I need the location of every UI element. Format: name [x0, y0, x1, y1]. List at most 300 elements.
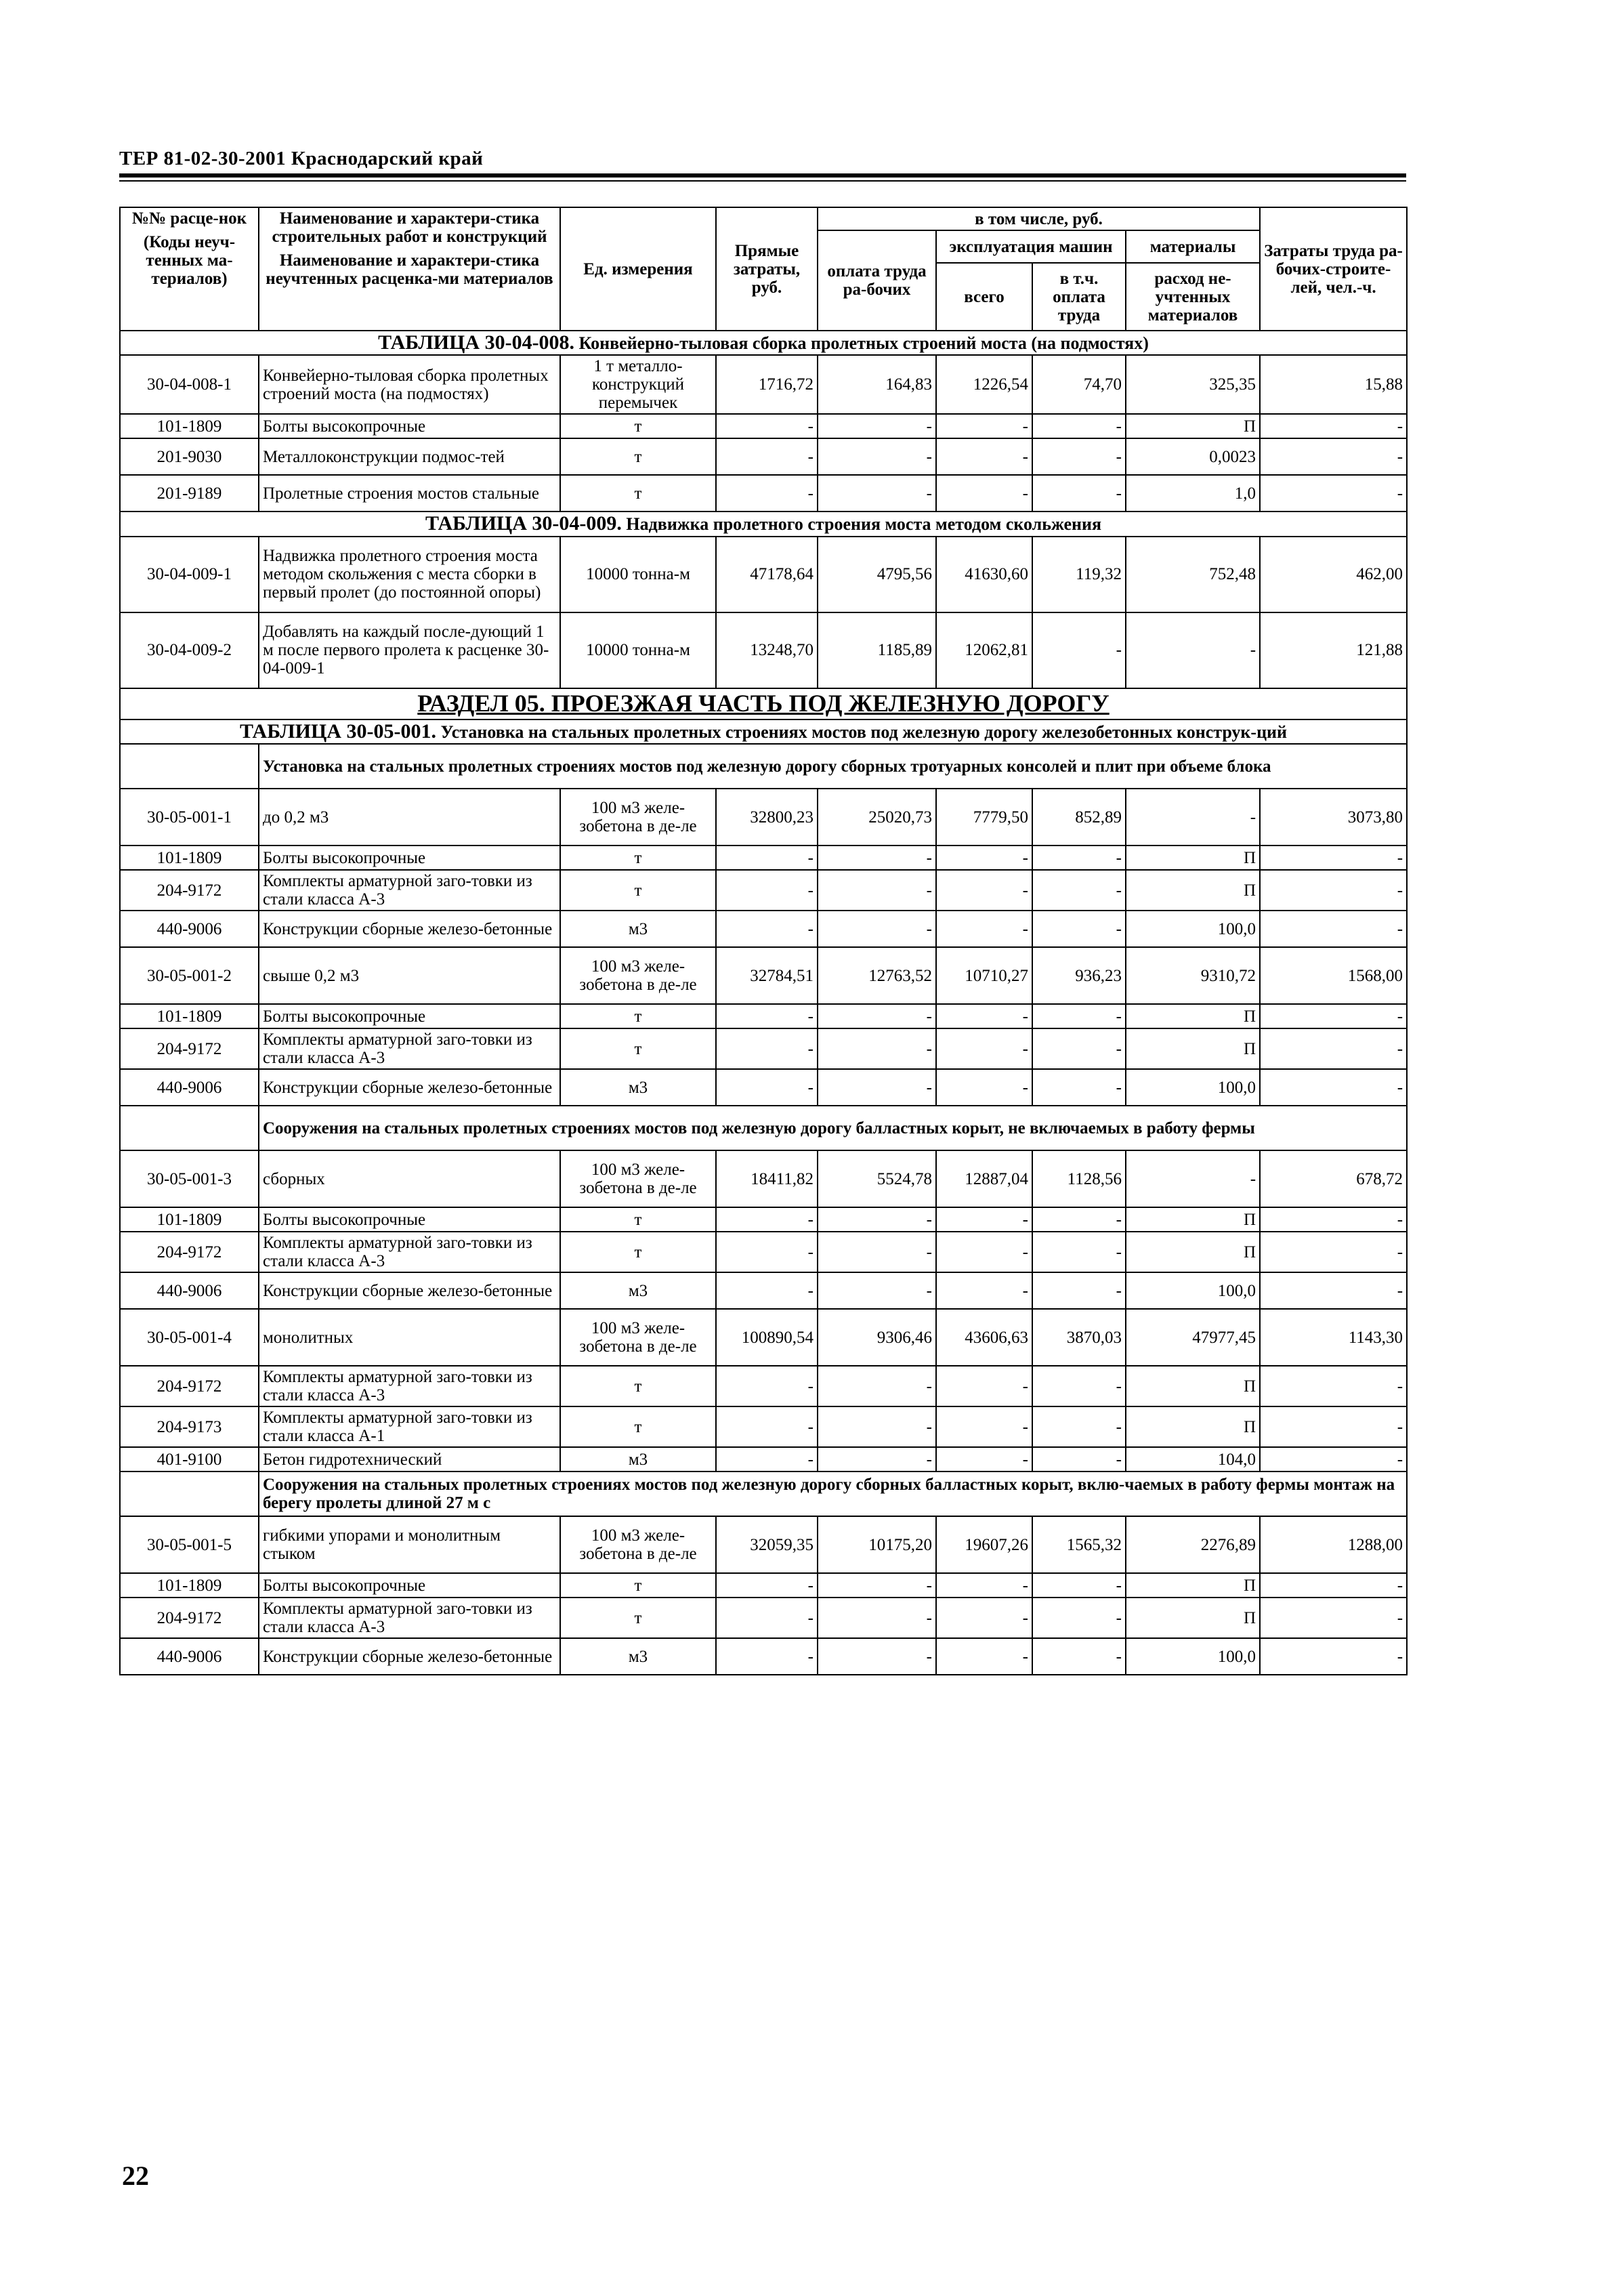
materials-cost: 100,0	[1126, 1638, 1260, 1675]
machines-cost: 19607,26	[936, 1516, 1032, 1573]
table-row	[120, 1069, 1407, 1106]
machines-wages-cost: -	[1032, 870, 1126, 911]
table-row	[120, 1516, 1407, 1573]
rate-name: Комплекты арматурной заго-товки из стали класса А-3	[259, 1366, 560, 1406]
rate-unit: 10000 тонна-м	[560, 612, 716, 688]
wages-cost: -	[818, 1406, 936, 1447]
machines-wages-cost: -	[1032, 1598, 1126, 1638]
machines-wages-cost: -	[1032, 846, 1126, 870]
wages-cost: -	[818, 475, 936, 512]
rate-code: 30-05-001-5	[120, 1516, 259, 1573]
labor-cost: -	[1260, 1232, 1407, 1272]
rate-code: 204-9173	[120, 1406, 259, 1447]
rate-name: Комплекты арматурной заго-товки из стали класса А-3	[259, 1598, 560, 1638]
rate-code: 30-04-009-2	[120, 612, 259, 688]
table-row	[120, 911, 1407, 947]
machines-cost: -	[936, 1004, 1032, 1028]
wages-cost: -	[818, 1069, 936, 1106]
rate-name: Комплекты арматурной заго-товки из стали класса А-1	[259, 1406, 560, 1447]
rate-name: сборных	[259, 1150, 560, 1207]
rate-code: 204-9172	[120, 870, 259, 911]
materials-cost: П	[1126, 1573, 1260, 1598]
wages-cost: -	[818, 1004, 936, 1028]
wages-cost: -	[818, 1207, 936, 1232]
table-row	[120, 1573, 1407, 1598]
machines-wages-cost: -	[1032, 1573, 1126, 1598]
machines-cost: -	[936, 1406, 1032, 1447]
table-row	[120, 537, 1407, 612]
rate-code: 30-04-008-1	[120, 355, 259, 414]
rate-unit: т	[560, 1232, 716, 1272]
machines-wages-cost: 119,32	[1032, 537, 1126, 612]
rate-unit: м3	[560, 1638, 716, 1675]
table-caption-title: Конвейерно-тыловая сборка пролетных строений моста (на подмостях)	[578, 333, 1149, 353]
machines-wages-cost: 1128,56	[1032, 1150, 1126, 1207]
table-row	[120, 414, 1407, 438]
rate-code: 204-9172	[120, 1028, 259, 1069]
machines-cost: 41630,60	[936, 537, 1032, 612]
rate-name: Конструкции сборные железо-бетонные	[259, 911, 560, 947]
rate-code: 30-04-009-1	[120, 537, 259, 612]
materials-cost: П	[1126, 1406, 1260, 1447]
labor-cost: -	[1260, 1406, 1407, 1447]
rate-code: 101-1809	[120, 1573, 259, 1598]
wages-cost: 25020,73	[818, 789, 936, 846]
wages-cost: -	[818, 1447, 936, 1471]
header-rule	[119, 173, 1406, 178]
materials-cost: 9310,72	[1126, 947, 1260, 1004]
direct-cost: -	[716, 1366, 818, 1406]
materials-cost: П	[1126, 414, 1260, 438]
labor-cost: 678,72	[1260, 1150, 1407, 1207]
rate-unit: т	[560, 846, 716, 870]
table-caption-label: ТАБЛИЦА 30-05-001.	[240, 719, 436, 743]
rate-name: до 0,2 м3	[259, 789, 560, 846]
rate-code: 440-9006	[120, 1069, 259, 1106]
machines-wages-cost: -	[1032, 1232, 1126, 1272]
wages-cost: -	[818, 911, 936, 947]
col-direct-header: Прямые затраты, руб.	[716, 207, 818, 331]
rate-name: Болты высокопрочные	[259, 1004, 560, 1028]
table-row	[120, 870, 1407, 911]
machines-cost: -	[936, 1447, 1032, 1471]
rate-unit: 100 м3 желе-зобетона в де-ле	[560, 1516, 716, 1573]
rate-unit: т	[560, 1406, 716, 1447]
page-header: ТЕР 81-02-30-2001 Краснодарский край	[119, 148, 484, 169]
table-caption	[120, 512, 1407, 536]
rate-unit: 100 м3 желе-зобетона в де-ле	[560, 789, 716, 846]
rate-unit: т	[560, 414, 716, 438]
rate-unit: т	[560, 1598, 716, 1638]
materials-cost: П	[1126, 846, 1260, 870]
rate-name: Конструкции сборные железо-бетонные	[259, 1069, 560, 1106]
labor-cost: 121,88	[1260, 612, 1407, 688]
table-row	[120, 1638, 1407, 1675]
rate-unit: 100 м3 желе-зобетона в де-ле	[560, 1150, 716, 1207]
rate-name: Бетон гидротехнический	[259, 1447, 560, 1471]
direct-cost: -	[716, 1447, 818, 1471]
direct-cost: -	[716, 1207, 818, 1232]
machines-cost: 7779,50	[936, 789, 1032, 846]
machines-wages-cost: -	[1032, 438, 1126, 475]
col-machines-wages-header: в т.ч. оплата труда	[1032, 263, 1126, 331]
table-caption-row	[120, 512, 1407, 536]
col-name-bottom: Наименование и характери-стика неучтенных расценка-ми материалов	[266, 251, 553, 288]
wages-cost: 4795,56	[818, 537, 936, 612]
group-row	[120, 1106, 1407, 1150]
rate-name: Добавлять на каждый после-дующий 1 м после первого пролета к расценке 30-04-009-1	[259, 612, 560, 688]
wages-cost: 9306,46	[818, 1309, 936, 1366]
wages-cost: -	[818, 1232, 936, 1272]
materials-cost: П	[1126, 1028, 1260, 1069]
labor-cost: 15,88	[1260, 355, 1407, 414]
col-code-bottom: (Коды неуч-тенных ма-териалов)	[143, 233, 236, 288]
rate-code: 401-9100	[120, 1447, 259, 1471]
materials-cost: П	[1126, 1366, 1260, 1406]
col-incl-header: в том числе, руб.	[818, 207, 1260, 230]
wages-cost: 10175,20	[818, 1516, 936, 1573]
col-unit-header: Ед. измерения	[560, 207, 716, 331]
rate-unit: т	[560, 1573, 716, 1598]
col-materials-header: материалы	[1126, 230, 1260, 263]
direct-cost: -	[716, 1406, 818, 1447]
wages-cost: -	[818, 1272, 936, 1309]
wages-cost: -	[818, 1028, 936, 1069]
rate-name: Конструкции сборные железо-бетонные	[259, 1638, 560, 1675]
wages-cost: -	[818, 1366, 936, 1406]
direct-cost: -	[716, 1069, 818, 1106]
rate-unit: т	[560, 438, 716, 475]
labor-cost: 462,00	[1260, 537, 1407, 612]
table-caption	[120, 331, 1407, 355]
labor-cost: 1568,00	[1260, 947, 1407, 1004]
group-title: Сооружения на стальных пролетных строениях мостов под железную дорогу сборных балластных корыт, вклю-чаемых в работу фермы монтаж на берегу пролеты длиной 27 м с	[259, 1471, 1407, 1516]
rate-unit: т	[560, 1366, 716, 1406]
machines-cost: -	[936, 1028, 1032, 1069]
direct-cost: -	[716, 1598, 818, 1638]
rate-unit: 100 м3 желе-зобетона в де-ле	[560, 947, 716, 1004]
wages-cost: -	[818, 438, 936, 475]
direct-cost: 47178,64	[716, 537, 818, 612]
direct-cost: -	[716, 911, 818, 947]
group-row	[120, 1471, 1407, 1516]
materials-cost: 325,35	[1126, 355, 1260, 414]
col-code-header	[120, 207, 259, 331]
direct-cost: -	[716, 1573, 818, 1598]
header-rule-thin	[119, 180, 1406, 182]
wages-cost: -	[818, 414, 936, 438]
machines-cost: -	[936, 1638, 1032, 1675]
materials-cost: П	[1126, 870, 1260, 911]
group-code-cell	[120, 1106, 259, 1150]
table-row	[120, 1207, 1407, 1232]
rate-name: Комплекты арматурной заго-товки из стали класса А-3	[259, 870, 560, 911]
wages-cost: -	[818, 1598, 936, 1638]
direct-cost: -	[716, 870, 818, 911]
materials-cost: 47977,45	[1126, 1309, 1260, 1366]
materials-cost: П	[1126, 1207, 1260, 1232]
rate-code: 101-1809	[120, 1207, 259, 1232]
section-title: РАЗДЕЛ 05. ПРОЕЗЖАЯ ЧАСТЬ ПОД ЖЕЛЕЗНУЮ ДОРОГУ	[120, 688, 1407, 719]
wages-cost: 1185,89	[818, 612, 936, 688]
table-caption-title: Надвижка пролетного строения моста методом скольжения	[626, 514, 1102, 535]
rate-name: Пролетные строения мостов стальные	[259, 475, 560, 512]
rate-unit: м3	[560, 911, 716, 947]
table-row	[120, 1004, 1407, 1028]
wages-cost: -	[818, 870, 936, 911]
machines-wages-cost: -	[1032, 1069, 1126, 1106]
machines-wages-cost: -	[1032, 1447, 1126, 1471]
labor-cost: 1143,30	[1260, 1309, 1407, 1366]
table-row	[120, 612, 1407, 688]
labor-cost: -	[1260, 475, 1407, 512]
machines-cost: 43606,63	[936, 1309, 1032, 1366]
direct-cost: -	[716, 1028, 818, 1069]
labor-cost: 3073,80	[1260, 789, 1407, 846]
labor-cost: -	[1260, 1573, 1407, 1598]
labor-cost: -	[1260, 1598, 1407, 1638]
table-row	[120, 1366, 1407, 1406]
rate-unit: 10000 тонна-м	[560, 537, 716, 612]
machines-cost: -	[936, 1598, 1032, 1638]
wages-cost: 5524,78	[818, 1150, 936, 1207]
materials-cost: 1,0	[1126, 475, 1260, 512]
table-row	[120, 846, 1407, 870]
rate-name: Болты высокопрочные	[259, 1207, 560, 1232]
materials-cost: -	[1126, 612, 1260, 688]
table-caption-row	[120, 331, 1407, 355]
labor-cost: -	[1260, 1638, 1407, 1675]
materials-cost: 100,0	[1126, 911, 1260, 947]
direct-cost: -	[716, 1272, 818, 1309]
col-code-top: №№ расце-нок	[131, 209, 247, 228]
machines-cost: -	[936, 1069, 1032, 1106]
labor-cost: -	[1260, 1028, 1407, 1069]
table-row	[120, 947, 1407, 1004]
labor-cost: -	[1260, 438, 1407, 475]
rate-name: Болты высокопрочные	[259, 414, 560, 438]
machines-wages-cost: -	[1032, 1638, 1126, 1675]
labor-cost: -	[1260, 1004, 1407, 1028]
table-caption-label: ТАБЛИЦА 30-04-009.	[425, 512, 622, 535]
labor-cost: -	[1260, 1207, 1407, 1232]
materials-cost: 2276,89	[1126, 1516, 1260, 1573]
machines-cost: -	[936, 438, 1032, 475]
machines-cost: 1226,54	[936, 355, 1032, 414]
col-name-top: Наименование и характери-стика строительных работ и конструкций	[272, 209, 547, 246]
machines-cost: -	[936, 846, 1032, 870]
col-name-header	[259, 207, 560, 331]
group-code-cell	[120, 1471, 259, 1516]
rate-unit: м3	[560, 1272, 716, 1309]
rate-code: 201-9030	[120, 438, 259, 475]
direct-cost: 100890,54	[716, 1309, 818, 1366]
labor-cost: -	[1260, 1272, 1407, 1309]
rates-table	[119, 207, 1408, 1675]
rate-code: 440-9006	[120, 1272, 259, 1309]
machines-cost: -	[936, 1232, 1032, 1272]
rate-code: 101-1809	[120, 414, 259, 438]
machines-wages-cost: 3870,03	[1032, 1309, 1126, 1366]
table-row	[120, 438, 1407, 475]
table-body	[120, 331, 1407, 1675]
table-header	[120, 207, 1407, 331]
machines-wages-cost: -	[1032, 612, 1126, 688]
col-wages-header: оплата труда ра-бочих	[818, 230, 936, 331]
rate-unit: м3	[560, 1069, 716, 1106]
col-machines-header: эксплуатация машин	[936, 230, 1126, 263]
rate-code: 101-1809	[120, 1004, 259, 1028]
labor-cost: -	[1260, 1069, 1407, 1106]
machines-cost: 10710,27	[936, 947, 1032, 1004]
direct-cost: 32784,51	[716, 947, 818, 1004]
rate-code: 204-9172	[120, 1598, 259, 1638]
table-row	[120, 1447, 1407, 1471]
direct-cost: 1716,72	[716, 355, 818, 414]
rate-name: Надвижка пролетного строения моста методом скольжения с места сборки в первый пролет (до постоянной опоры)	[259, 537, 560, 612]
rate-name: гибкими упорами и монолитным стыком	[259, 1516, 560, 1573]
rate-unit: 100 м3 желе-зобетона в де-ле	[560, 1309, 716, 1366]
rate-name: Болты высокопрочные	[259, 846, 560, 870]
table-row	[120, 1598, 1407, 1638]
machines-wages-cost: 852,89	[1032, 789, 1126, 846]
rate-unit: т	[560, 1004, 716, 1028]
machines-wages-cost: -	[1032, 414, 1126, 438]
direct-cost: -	[716, 438, 818, 475]
materials-cost: П	[1126, 1598, 1260, 1638]
rate-code: 440-9006	[120, 911, 259, 947]
rate-name: свыше 0,2 м3	[259, 947, 560, 1004]
machines-cost: -	[936, 1573, 1032, 1598]
machines-wages-cost: -	[1032, 911, 1126, 947]
machines-cost: -	[936, 1272, 1032, 1309]
rate-unit: т	[560, 1028, 716, 1069]
rate-code: 101-1809	[120, 846, 259, 870]
direct-cost: -	[716, 414, 818, 438]
col-machines-total-header: всего	[936, 263, 1032, 331]
table-caption	[120, 719, 1407, 744]
machines-cost: 12062,81	[936, 612, 1032, 688]
machines-cost: -	[936, 1366, 1032, 1406]
table-caption-row	[120, 719, 1407, 744]
machines-wages-cost: 1565,32	[1032, 1516, 1126, 1573]
group-row	[120, 744, 1407, 789]
labor-cost: -	[1260, 1366, 1407, 1406]
table-row	[120, 1150, 1407, 1207]
wages-cost: -	[818, 1638, 936, 1675]
machines-wages-cost: -	[1032, 1207, 1126, 1232]
materials-cost: 104,0	[1126, 1447, 1260, 1471]
rate-name: Комплекты арматурной заго-товки из стали класса А-3	[259, 1232, 560, 1272]
materials-cost: 100,0	[1126, 1272, 1260, 1309]
labor-cost: -	[1260, 870, 1407, 911]
materials-cost: 752,48	[1126, 537, 1260, 612]
machines-wages-cost: 74,70	[1032, 355, 1126, 414]
page-number: 22	[122, 2161, 149, 2191]
machines-cost: -	[936, 870, 1032, 911]
rate-code: 440-9006	[120, 1638, 259, 1675]
machines-cost: -	[936, 911, 1032, 947]
rate-code: 30-05-001-1	[120, 789, 259, 846]
wages-cost: -	[818, 846, 936, 870]
machines-wages-cost: -	[1032, 1004, 1126, 1028]
table-row	[120, 475, 1407, 512]
materials-cost: -	[1126, 789, 1260, 846]
wages-cost: 12763,52	[818, 947, 936, 1004]
machines-wages-cost: -	[1032, 1272, 1126, 1309]
table-caption-title: Установка на стальных пролетных строениях мостов под железную дорогу железобетонных конструк-ций	[440, 722, 1288, 742]
table-row	[120, 1232, 1407, 1272]
direct-cost: -	[716, 846, 818, 870]
group-code-cell	[120, 744, 259, 789]
rate-unit: м3	[560, 1447, 716, 1471]
machines-cost: -	[936, 475, 1032, 512]
table-row	[120, 355, 1407, 414]
rate-code: 201-9189	[120, 475, 259, 512]
table-row	[120, 1406, 1407, 1447]
rate-code: 30-05-001-4	[120, 1309, 259, 1366]
section-row	[120, 688, 1407, 719]
machines-cost: -	[936, 1207, 1032, 1232]
group-title: Установка на стальных пролетных строениях мостов под железную дорогу сборных тротуарных консолей и плит при объеме блока	[259, 744, 1407, 789]
direct-cost: 13248,70	[716, 612, 818, 688]
machines-wages-cost: -	[1032, 1366, 1126, 1406]
labor-cost: -	[1260, 846, 1407, 870]
direct-cost: -	[716, 1638, 818, 1675]
rate-code: 204-9172	[120, 1366, 259, 1406]
materials-cost: 0,0023	[1126, 438, 1260, 475]
machines-wages-cost: 936,23	[1032, 947, 1126, 1004]
labor-cost: -	[1260, 414, 1407, 438]
labor-cost: -	[1260, 911, 1407, 947]
table-row	[120, 1272, 1407, 1309]
machines-cost: 12887,04	[936, 1150, 1032, 1207]
machines-cost: -	[936, 414, 1032, 438]
rate-name: монолитных	[259, 1309, 560, 1366]
table-row	[120, 789, 1407, 846]
group-title: Сооружения на стальных пролетных строениях мостов под железную дорогу балластных корыт, не включаемых в работу фермы	[259, 1106, 1407, 1150]
materials-cost: 100,0	[1126, 1069, 1260, 1106]
labor-cost: 1288,00	[1260, 1516, 1407, 1573]
rate-unit: т	[560, 870, 716, 911]
direct-cost: 32800,23	[716, 789, 818, 846]
table-row	[120, 1028, 1407, 1069]
direct-cost: -	[716, 1232, 818, 1272]
rate-name: Конвейерно-тыловая сборка пролетных строений моста (на подмостях)	[259, 355, 560, 414]
rate-unit: т	[560, 1207, 716, 1232]
rate-name: Металлоконструкции подмос-тей	[259, 438, 560, 475]
rate-name: Конструкции сборные железо-бетонные	[259, 1272, 560, 1309]
table-caption-label: ТАБЛИЦА 30-04-008.	[378, 331, 575, 354]
rate-unit: т	[560, 475, 716, 512]
labor-cost: -	[1260, 1447, 1407, 1471]
rate-code: 204-9172	[120, 1232, 259, 1272]
direct-cost: 18411,82	[716, 1150, 818, 1207]
machines-wages-cost: -	[1032, 475, 1126, 512]
table-row	[120, 1309, 1407, 1366]
direct-cost: -	[716, 475, 818, 512]
machines-wages-cost: -	[1032, 1028, 1126, 1069]
materials-cost: П	[1126, 1004, 1260, 1028]
rate-name: Болты высокопрочные	[259, 1573, 560, 1598]
rate-name: Комплекты арматурной заго-товки из стали класса А-3	[259, 1028, 560, 1069]
rate-unit: 1 т металло-конструкций перемычек	[560, 355, 716, 414]
col-materials-sub-header: расход не-учтенных материалов	[1126, 263, 1260, 331]
wages-cost: 164,83	[818, 355, 936, 414]
materials-cost: П	[1126, 1232, 1260, 1272]
machines-wages-cost: -	[1032, 1406, 1126, 1447]
rate-code: 30-05-001-2	[120, 947, 259, 1004]
